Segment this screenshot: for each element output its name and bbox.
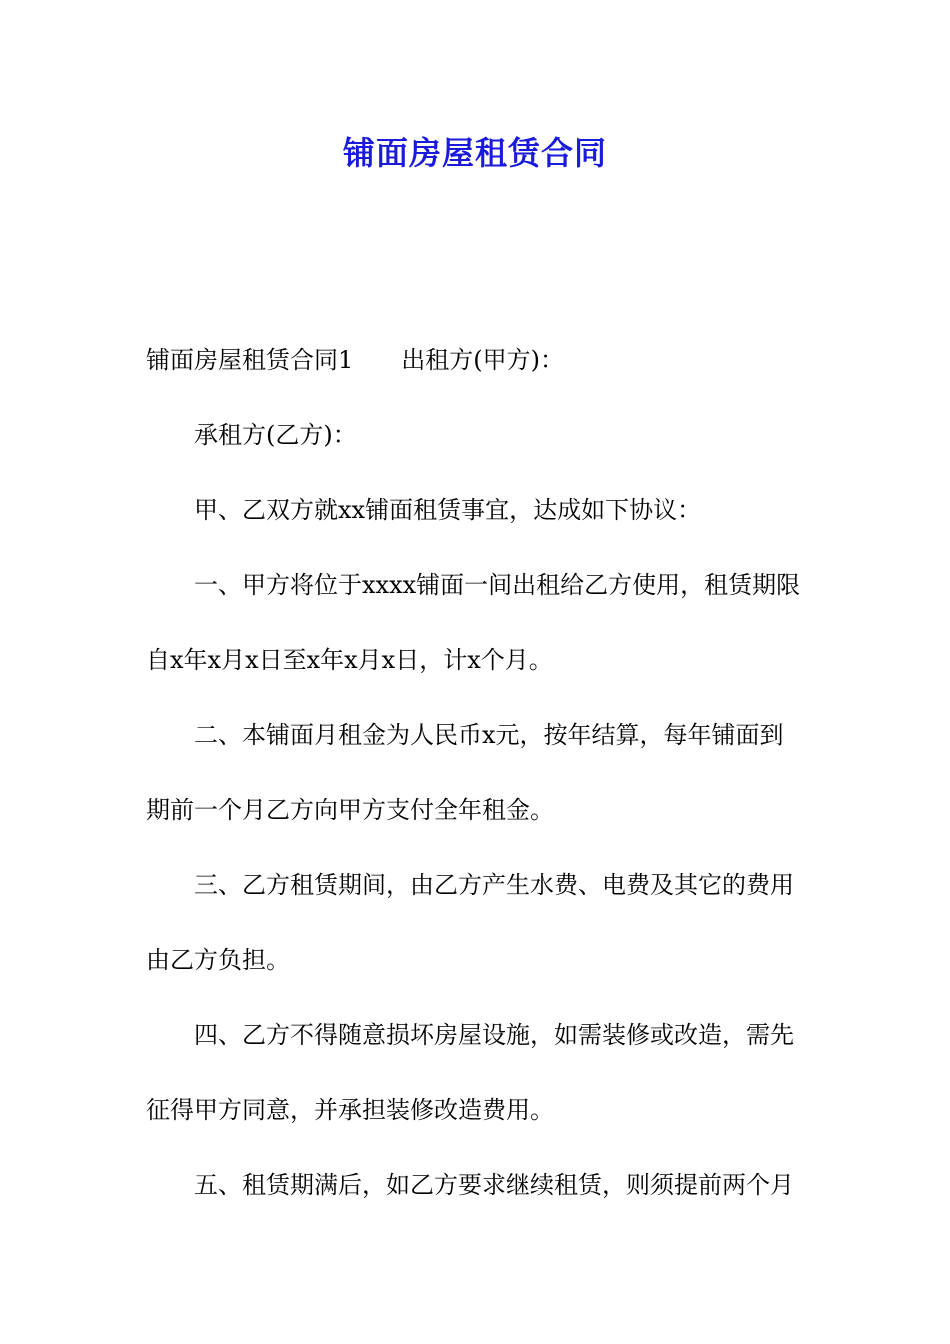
clause-4-line-2: 征得甲方同意，并承担装修改造费用。 xyxy=(146,1096,554,1124)
clause-2-line-2: 期前一个月乙方向甲方支付全年租金。 xyxy=(146,796,554,824)
clause-2-line-1: 二、本铺面月租金为人民币x元，按年结算，每年铺面到 xyxy=(194,721,784,749)
clause-4-line-1: 四、乙方不得随意损坏房屋设施，如需装修或改造，需先 xyxy=(194,1021,794,1049)
lessee-label: 承租方(乙方)： xyxy=(194,421,357,449)
document-title: 铺面房屋租赁合同 xyxy=(342,134,607,172)
lessor-label: 出租方(甲方)： xyxy=(401,346,565,374)
contract-heading-line xyxy=(146,345,826,375)
clause-1-line-2: 自x年x月x日至x年x月x日，计x个月。 xyxy=(146,646,553,674)
clause-1-line-1: 一、甲方将位于xxxx铺面一间出租给乙方使用，租赁期限 xyxy=(194,571,801,599)
clause-3-line-1: 三、乙方租赁期间，由乙方产生水费、电费及其它的费用 xyxy=(194,871,794,899)
contract-subtitle: 铺面房屋租赁合同1 xyxy=(146,346,354,374)
clause-5-line-1: 五、租赁期满后，如乙方要求继续租赁，则须提前两个月 xyxy=(194,1171,794,1199)
clause-3-line-2: 由乙方负担。 xyxy=(146,946,290,974)
agreement-intro: 甲、乙双方就xx铺面租赁事宜，达成如下协议： xyxy=(194,496,702,524)
